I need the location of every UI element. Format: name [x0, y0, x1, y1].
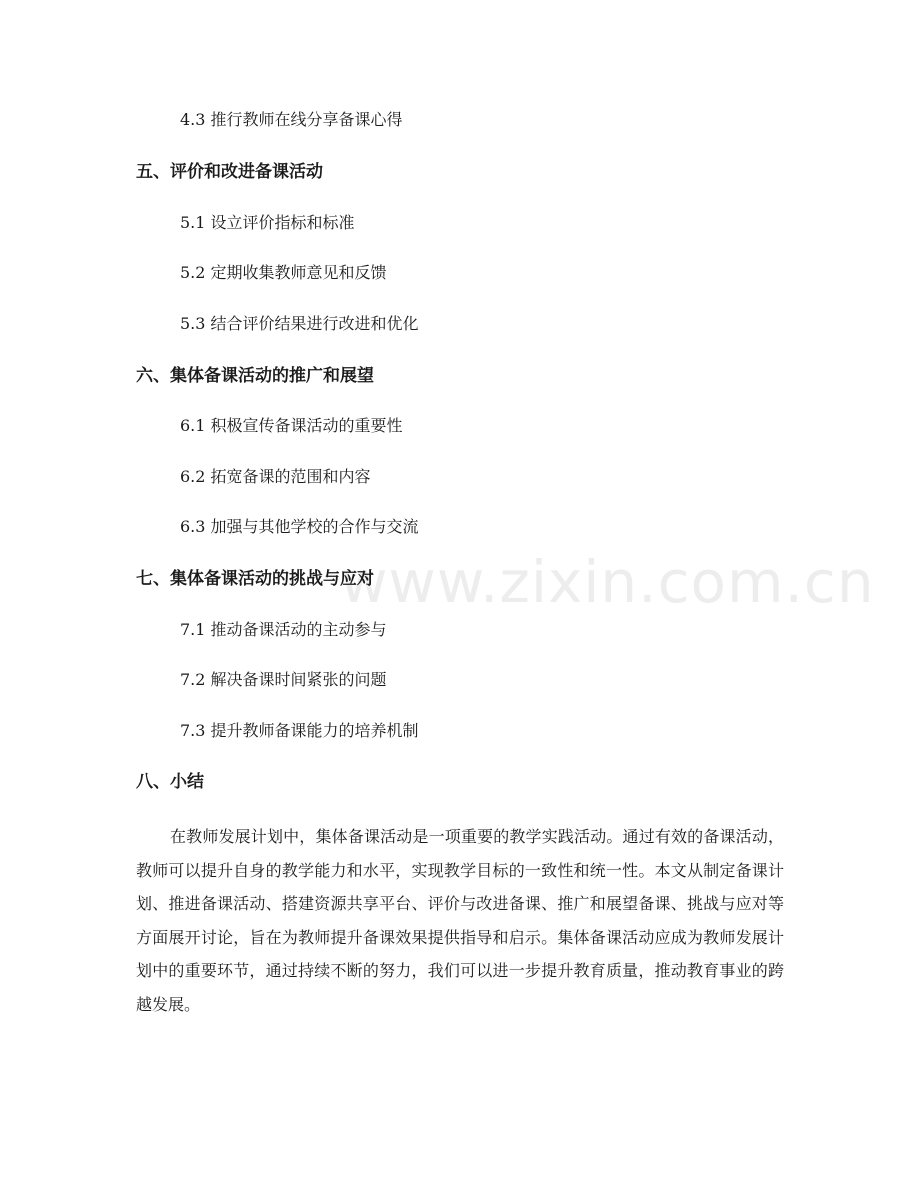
outline-item-5-3: 5.3 结合评价结果进行改进和优化 [180, 314, 419, 333]
section-heading-6: 六、集体备课活动的推广和展望 [136, 366, 374, 386]
outline-item-5-2: 5.2 定期收集教师意见和反馈 [180, 263, 387, 282]
outline-item-7-3: 7.3 提升教师备课能力的培养机制 [180, 721, 419, 740]
summary-paragraph: 在教师发展计划中，集体备课活动是一项重要的教学实践活动。通过有效的备课活动，教师可以提升自身的教学能力和水平，实现教学目标的一致性和统一性。本文从制定备课计划、推进备课活动、搭建资源共享平台、评价与改进备课、推广和展望备课、挑战与应对等方面展开讨论，旨在为教师提升备课效果提供指导和启示。集体备课活动应成为教师发展计划中的重要环节，通过持续不断的努力，我们可以进一步提升教育质量，推动教育事业的跨越发展。 [136, 827, 784, 1014]
outline-item-5-1: 5.1 设立评价指标和标准 [180, 213, 355, 232]
watermark: www.zixin.com.cn [340, 548, 875, 616]
outline-item-7-1: 7.1 推动备课活动的主动参与 [180, 620, 387, 639]
outline-item-4-3: 4.3 推行教师在线分享备课心得 [180, 110, 403, 129]
outline-item-6-3: 6.3 加强与其他学校的合作与交流 [180, 517, 419, 536]
section-heading-8: 八、小结 [136, 772, 204, 792]
section-heading-7: 七、集体备课活动的挑战与应对 [136, 569, 374, 589]
outline-item-7-2: 7.2 解决备课时间紧张的问题 [180, 670, 387, 689]
outline-item-6-2: 6.2 拓宽备课的范围和内容 [180, 467, 371, 486]
outline-item-6-1: 6.1 积极宣传备课活动的重要性 [180, 416, 403, 435]
section-heading-5: 五、评价和改进备课活动 [136, 162, 323, 182]
